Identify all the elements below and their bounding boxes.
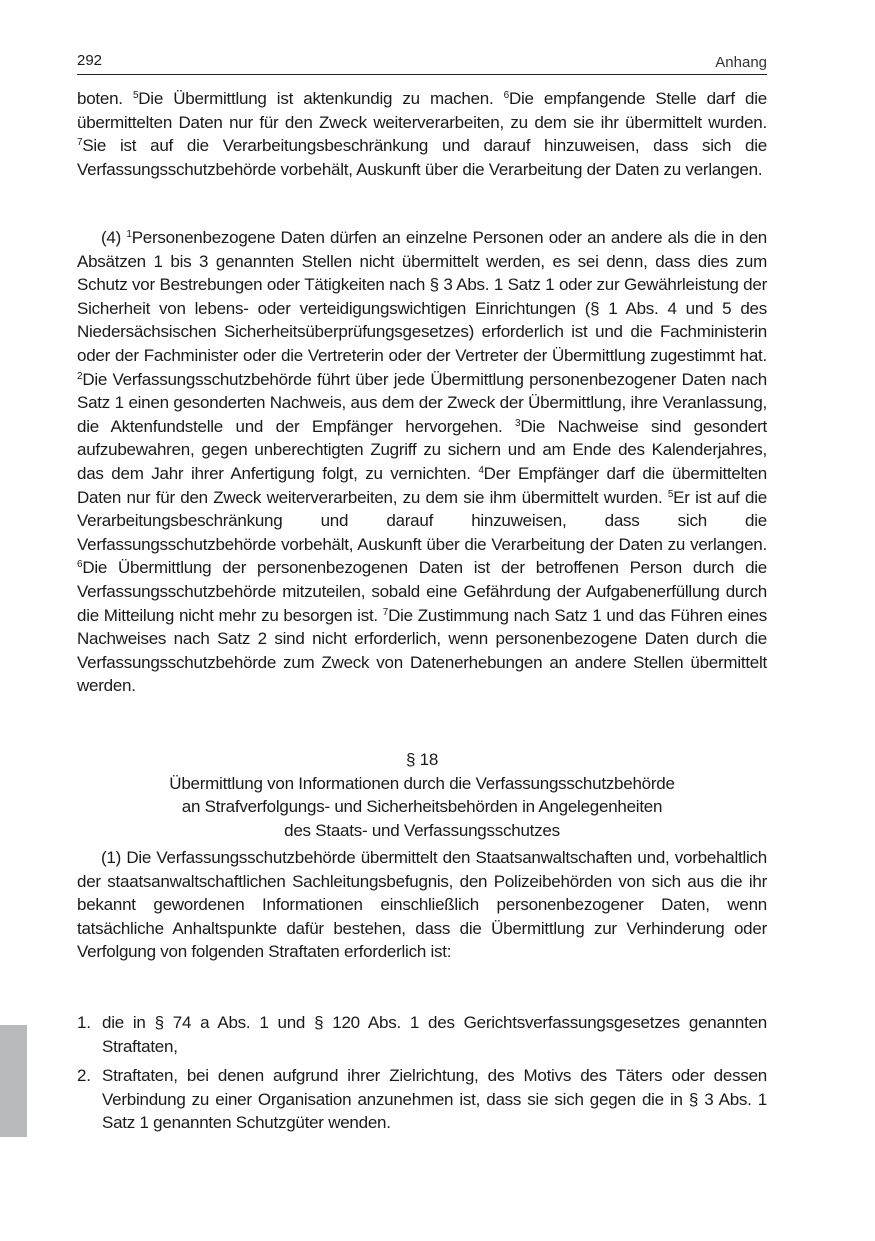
- page-number: 292: [77, 52, 103, 69]
- sentence: Die Zustimmung nach Satz 1 und das Führen eines Nachweises nach Satz 2 sind nicht erforderlich, wenn personenbezogene Daten durch die Verfassungsschutzbehörde zum Zweck von Datenerhebungen an andere Stellen übermittelt werden.: [77, 605, 767, 696]
- sentence: Personenbezogene Daten dürfen an einzelne Personen oder an andere als die in den Absätzen 1 bis 3 genannten Stellen nicht übermittelt werden, es sei denn, dass dies zum Schutz vor Bestrebungen oder Tätigkeiten nach § 3 Abs. 1 Satz 1 oder zur Gewährleistung der Sicherheit von lebens- oder verteidigungswichtigen Einrichtungen (§ 1 Abs. 4 und 5 des Niedersächsischen Sicherheitsüberprüfungsgesetzes) erforderlich ist und die Fachministerin oder der Fachminister oder die Vertreterin oder der Vertreter der Übermittlung zugestimmt hat.: [77, 228, 768, 365]
- section-heading: [77, 748, 767, 842]
- sentence-number: 7: [77, 137, 83, 149]
- sentence: Die Übermittlung der personenbezogenen Daten ist der betroffenen Person durch die Verfassungsschutzbehörde mitzuteilen, sobald eine Gefährdung der Aufgabenerfüllung durch die Mitteilung nicht mehr zu besorgen ist.: [77, 558, 767, 625]
- list-item: [77, 1011, 767, 1058]
- running-header: [77, 52, 767, 75]
- sentence-number: 6: [503, 90, 509, 101]
- paragraph-4: [77, 226, 767, 698]
- list-text: Straftaten, bei denen aufgrund ihrer Zielrichtung, des Motivs des Täters oder dessen Verbindung zu einer Organisation anzunehmen ist, dass sie sich gegen die in § 3 Abs. 1 Satz 1 genannten Schutzgüter wenden.: [102, 1066, 767, 1133]
- sentence: Sie ist auf die Verarbeitungsbeschränkung und darauf hinzuweisen, dass sich die Verfassungsschutzbehörde vorbehält, Auskunft über die Verarbeitung der Daten zu verlangen.: [77, 136, 767, 179]
- sentence: Die Verfassungsschutzbehörde führt über jede Übermittlung personenbezogener Daten nach Satz 1 einen gesonderten Nachweis, aus dem der Zweck der Übermittlung, ihre Veranlassung, die Aktenfundstelle und der Empfänger hervorgehen.: [77, 369, 767, 436]
- sentence: Der Empfänger darf die übermittelten Daten nur für den Zweck weiterverarbeiten, zu dem sie ihm übermittelt wurden.: [77, 463, 768, 507]
- section-title-line: Übermittlung von Informationen durch die Verfassungsschutzbehörde: [169, 773, 675, 793]
- paragraph-label: (4): [101, 228, 127, 247]
- offense-list: [77, 1011, 767, 1141]
- section-title: Anhang: [715, 54, 767, 71]
- sentence-number: 3: [515, 417, 521, 429]
- sentence-number: 5: [667, 488, 674, 500]
- sentence-number: 5: [132, 90, 139, 101]
- list-number: 1.: [77, 1013, 91, 1032]
- section-title-line: an Strafverfolgungs- und Sicherheitsbehörden in Angelegenheiten: [181, 797, 663, 817]
- list-item: [77, 1064, 767, 1135]
- paragraph-continuation: [77, 87, 767, 181]
- sentence-number: 4: [478, 464, 484, 476]
- chapter-thumb-tab: [0, 1025, 27, 1137]
- sentence: Die Nachweise sind gesondert aufzubewahren, gegen unberechtigten Zugriff zu sichern und am Ende des Kalenderjahres, das dem Jahr ihrer Anfertigung folgt, zu vernichten.: [77, 416, 768, 483]
- section-number: § 18: [405, 750, 439, 769]
- sentence: boten.: [77, 89, 133, 108]
- sentence-number: 1: [126, 229, 132, 240]
- section-18-paragraph-1: [77, 846, 767, 964]
- sentence: Die Übermittlung ist aktenkundig zu machen.: [138, 89, 504, 108]
- sentence-number: 2: [77, 370, 83, 382]
- sentence: Er ist auf die Verarbeitungsbeschränkung und darauf hinzuweisen, dass sich die Verfassungsschutzbehörde vorbehält, Auskunft über die Verarbeitung der Daten zu verlangen.: [77, 487, 767, 554]
- sentence-number: 6: [77, 559, 83, 571]
- list-number: 2.: [77, 1066, 91, 1086]
- list-text: die in § 74 a Abs. 1 und § 120 Abs. 1 des Gerichtsverfassungsgesetzes genannten Straftaten,: [102, 1013, 767, 1056]
- sentence-number: 7: [382, 606, 389, 618]
- paragraph-text: (1) Die Verfassungsschutzbehörde übermittelt den Staatsanwaltschaften und, vorbehaltlich der staatsanwaltschaftlichen Sachleitungsbefugnis, den Polizeibehörden von sich aus die ihr bekannt gewordenen Informationen einschließlich personenbezogener Daten, wenn tatsächliche Anhaltspunkte dafür bestehen, dass die Übermittlung zur Verhinderung oder Verfolgung von folgenden Straftaten erforderlich ist:: [77, 848, 767, 962]
- sentence: Die empfangende Stelle darf die übermittelten Daten nur für den Zweck weiterverarbeiten, zu dem sie ihr übermittelt wurden.: [77, 89, 767, 132]
- section-title-line: des Staats- und Verfassungsschutzes: [284, 820, 560, 840]
